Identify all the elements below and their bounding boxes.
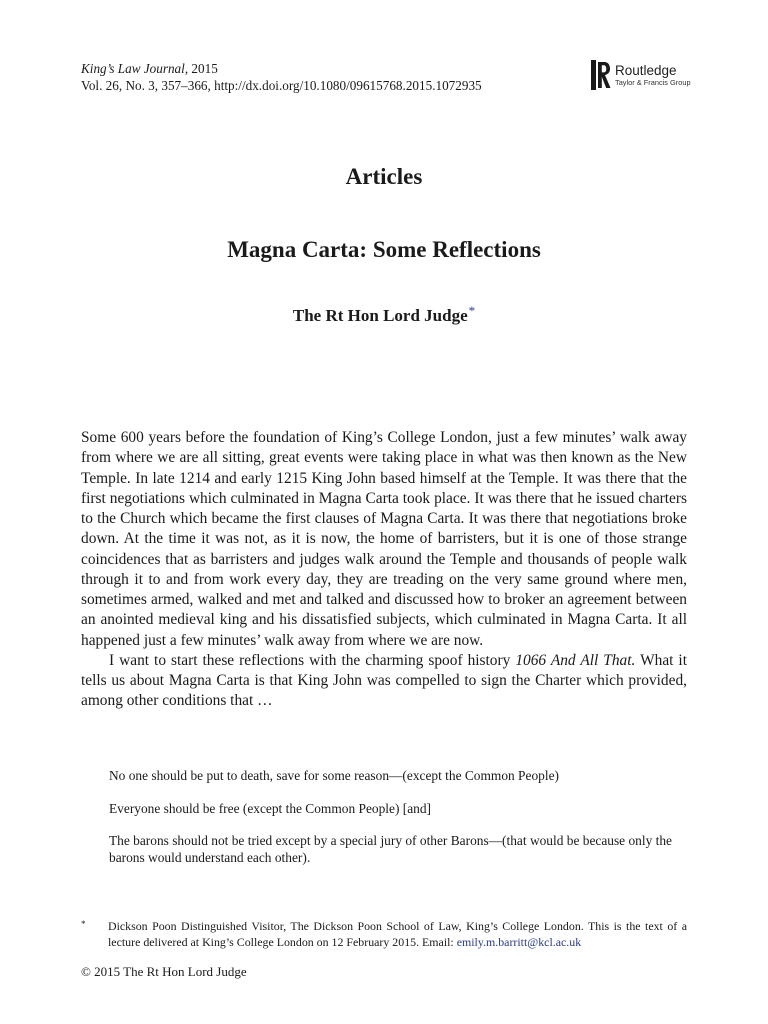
journal-name: King’s Law Journal: [81, 61, 185, 76]
footnote-marker: *: [81, 919, 86, 929]
journal-title-line: [81, 60, 482, 77]
journal-reference: [81, 60, 482, 94]
publisher-text: [615, 64, 691, 86]
article-title: Magna Carta: Some Reflections: [227, 237, 541, 262]
block-quote: [109, 767, 687, 882]
routledge-logo-icon: [591, 60, 611, 90]
book-title: 1066 And All That.: [515, 651, 636, 669]
quote-line-1: No one should be put to death, save for some reason—(except the Common People): [109, 768, 559, 783]
footnote-text: Dickson Poon Distinguished Visitor, The Dickson Poon School of Law, King’s College London. This is the text of a lecture delivered at King’s College London on 12 February 2015. Email:: [108, 919, 687, 949]
body-paragraph-2: [81, 651, 687, 712]
article-body: [81, 428, 687, 712]
footnote: [81, 918, 687, 950]
section-heading: Articles: [345, 164, 423, 189]
publisher-group: Taylor & Francis Group: [615, 77, 691, 87]
publisher-name: Routledge: [615, 63, 677, 79]
footnote-body: [108, 918, 687, 950]
paragraph-2-end: What it tells us about Magna Carta is that King John was compelled to sign the Charter which provided, among other conditions that …: [81, 651, 687, 710]
author-name: The Rt Hon Lord Judge: [292, 306, 468, 325]
journal-year: , 2015: [184, 61, 218, 76]
publisher-logo: [591, 60, 691, 90]
paragraph-2-start: I want to start these reflections with the charming spoof history: [109, 651, 516, 669]
body-paragraph-1: Some 600 years before the foundation of King’s College London, just a few minutes’ walk away from where we are all sitting, great events were taking place in what was then known as the New Temple. In late 1214 and early 1215 King John based himself at the Temple. It was there that the first negotiations which culminated in Magna Carta took place. It was there that he issued charters to the Church which became the first clauses of Magna Carta. It was there that negotiations broke down. At the time it was not, as it is now, the home of barristers, but it is one of those strange coincidences that as barristers and judges walk around the Temple and thousands of people walk through it to and from work every day, they are treading on the very same ground where men, sometimes armed, walked and met and talked and discussed how to broker an agreement between an anointed medieval king and his dissatisfied subjects, which culminated in Magna Carta. It all happened just a few minutes’ walk away from where we are now.: [81, 429, 687, 649]
author-line: [0, 303, 768, 326]
copyright-notice: © 2015 The Rt Hon Lord Judge: [81, 964, 247, 979]
footnote-email-link[interactable]: emily.m.barritt@kcl.ac.uk: [456, 935, 582, 949]
author-footnote-marker[interactable]: *: [468, 303, 476, 318]
quote-line-2: Everyone should be free (except the Common People) [and]: [109, 800, 432, 816]
journal-citation: Vol. 26, No. 3, 357–366, http://dx.doi.org/10.1080/09615768.2015.1072935: [81, 78, 482, 93]
quote-line-3: The barons should not be tried except by a special jury of other Barons—(that would be because only the barons would understand each other).: [109, 833, 672, 865]
